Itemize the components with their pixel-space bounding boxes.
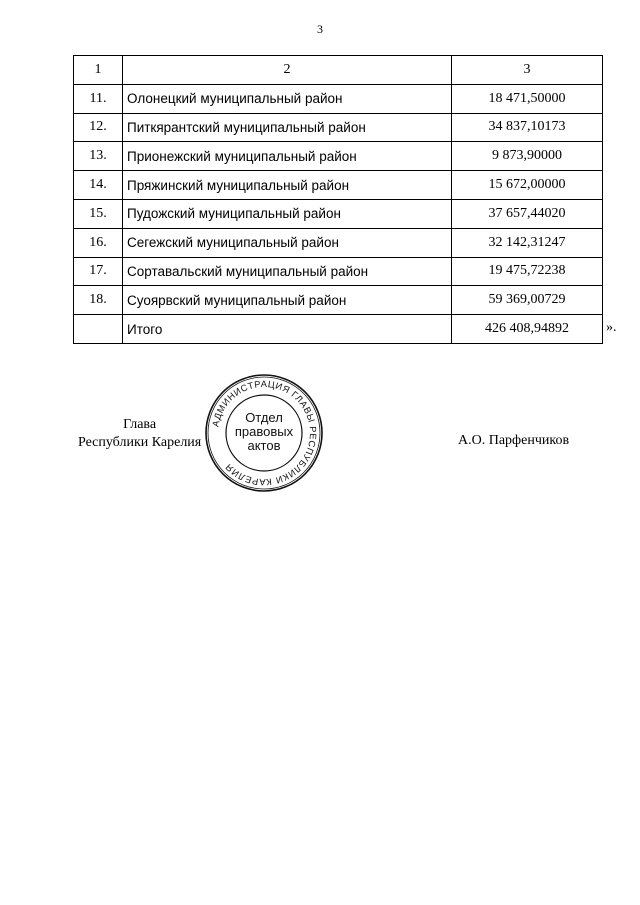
table-row	[74, 228, 603, 257]
stamp-line: правовых	[234, 424, 294, 439]
district-name: Пудожский муниципальный район	[123, 199, 452, 228]
table-row	[74, 257, 603, 286]
table-row	[74, 113, 603, 142]
amount-value: 59 369,00729	[452, 286, 603, 315]
row-number: 18.	[74, 286, 123, 315]
table-row	[74, 84, 603, 113]
total-row	[74, 315, 603, 344]
total-value: 426 408,94892	[452, 315, 603, 344]
total-label: Итого	[123, 315, 452, 344]
amount-value: 19 475,72238	[452, 257, 603, 286]
amount-value: 32 142,31247	[452, 228, 603, 257]
signatory-name: А.О. Парфенчиков	[458, 433, 570, 448]
district-name: Олонецкий муниципальный район	[123, 84, 452, 113]
row-number: 11.	[74, 84, 123, 113]
row-number: 12.	[74, 113, 123, 142]
amount-value: 34 837,10173	[452, 113, 603, 142]
row-number: 14.	[74, 171, 123, 200]
stamp-line: актов	[247, 438, 281, 453]
signature-title-line: Глава	[123, 417, 157, 432]
closing-quote: ».	[606, 320, 617, 335]
district-name: Пряжинский муниципальный район	[123, 171, 452, 200]
signature-title	[78, 416, 201, 452]
data-table	[73, 55, 603, 344]
table-header-row	[74, 56, 603, 85]
table-row	[74, 171, 603, 200]
row-number: 17.	[74, 257, 123, 286]
district-name: Прионежский муниципальный район	[123, 142, 452, 171]
amount-value: 18 471,50000	[452, 84, 603, 113]
header-cell: 2	[123, 56, 452, 85]
table-row	[74, 142, 603, 171]
header-cell: 3	[452, 56, 603, 85]
amount-value: 37 657,44020	[452, 199, 603, 228]
amount-value: 9 873,90000	[452, 142, 603, 171]
page-number: 3	[317, 22, 323, 36]
district-name: Суоярвский муниципальный район	[123, 286, 452, 315]
district-name: Сегежский муниципальный район	[123, 228, 452, 257]
stamp-line: Отдел	[245, 410, 283, 425]
district-name: Питкярантский муниципальный район	[123, 113, 452, 142]
amount-value: 15 672,00000	[452, 171, 603, 200]
row-number	[74, 315, 123, 344]
header-cell: 1	[74, 56, 123, 85]
stamp-ring-text: АДМИНИСТРАЦИЯ ГЛАВЫ РЕСПУБЛИКИ КАРЕЛИЯ	[210, 378, 319, 488]
table-row	[74, 199, 603, 228]
table-row	[74, 286, 603, 315]
district-name: Сортавальский муниципальный район	[123, 257, 452, 286]
row-number: 16.	[74, 228, 123, 257]
signature-title-line: Республики Карелия	[78, 435, 202, 450]
seal-stamp-icon	[203, 372, 325, 494]
row-number: 13.	[74, 142, 123, 171]
row-number: 15.	[74, 199, 123, 228]
